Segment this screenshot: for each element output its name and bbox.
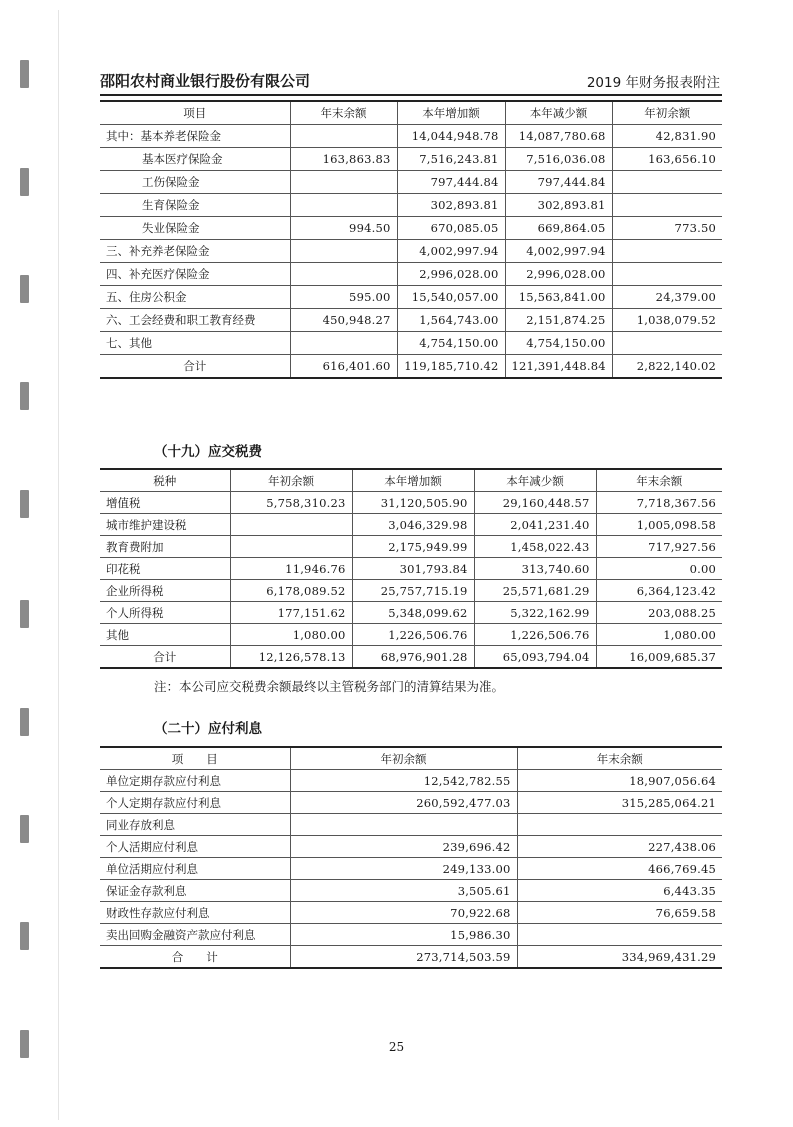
total-row (100, 646, 722, 669)
cell-value: 3,046,329.98 (352, 514, 474, 536)
cell-value: 466,769.45 (517, 858, 722, 880)
table-row (100, 924, 722, 946)
table-row (100, 514, 722, 536)
row-label: 工伤保险金 (100, 171, 290, 194)
row-label: 六、工会经费和职工教育经费 (100, 309, 290, 332)
row-label: 五、住房公积金 (100, 286, 290, 309)
cell-value: 31,120,505.90 (352, 492, 474, 514)
table-row (100, 263, 722, 286)
cell-value: 1,226,506.76 (474, 624, 596, 646)
total-value: 334,969,431.29 (517, 946, 722, 969)
table-row (100, 558, 722, 580)
row-label: 个人活期应付利息 (100, 836, 290, 858)
cell-value: 12,542,782.55 (290, 770, 517, 792)
column-header: 项目 (100, 101, 290, 125)
table-header (100, 469, 722, 492)
table-row (100, 792, 722, 814)
cell-value: 315,285,064.21 (517, 792, 722, 814)
total-value: 68,976,901.28 (352, 646, 474, 669)
cell-value (612, 171, 722, 194)
column-header: 税种 (100, 469, 230, 492)
table-row (100, 148, 722, 171)
row-label: 印花税 (100, 558, 230, 580)
cell-value: 25,757,715.19 (352, 580, 474, 602)
column-header: 本年增加额 (352, 469, 474, 492)
table-body (100, 492, 722, 669)
cell-value: 669,864.05 (505, 217, 612, 240)
table-row (100, 536, 722, 558)
table-row (100, 602, 722, 624)
cell-value: 260,592,477.03 (290, 792, 517, 814)
total-value: 616,401.60 (290, 355, 397, 379)
row-label: 个人定期存款应付利息 (100, 792, 290, 814)
table-row (100, 580, 722, 602)
total-value: 273,714,503.59 (290, 946, 517, 969)
table-header (100, 747, 722, 770)
row-label: 单位活期应付利息 (100, 858, 290, 880)
cell-value: 7,718,367.56 (596, 492, 722, 514)
cell-value: 1,038,079.52 (612, 309, 722, 332)
cell-value: 797,444.84 (505, 171, 612, 194)
section-title-taxes-payable: （十九）应交税费 (154, 444, 262, 460)
cell-value: 163,656.10 (612, 148, 722, 171)
cell-value: 0.00 (596, 558, 722, 580)
cell-value: 773.50 (612, 217, 722, 240)
binder-mark (20, 168, 29, 196)
row-label: 教育费附加 (100, 536, 230, 558)
page-edge-line (58, 10, 59, 1120)
report-title: 2019 年财务报表附注 (586, 75, 720, 91)
row-label: 财政性存款应付利息 (100, 902, 290, 924)
cell-value: 4,754,150.00 (397, 332, 505, 355)
table-row (100, 217, 722, 240)
cell-value: 227,438.06 (517, 836, 722, 858)
row-label: 四、补充医疗保险金 (100, 263, 290, 286)
table-row (100, 125, 722, 148)
table-row (100, 858, 722, 880)
cell-value: 76,659.58 (517, 902, 722, 924)
cell-value: 4,002,997.94 (505, 240, 612, 263)
cell-value (612, 240, 722, 263)
cell-value (290, 814, 517, 836)
cell-value: 6,178,089.52 (230, 580, 352, 602)
cell-value: 15,563,841.00 (505, 286, 612, 309)
cell-value (517, 814, 722, 836)
row-label: 三、补充养老保险金 (100, 240, 290, 263)
cell-value (290, 240, 397, 263)
binder-mark (20, 60, 29, 88)
column-header: 年初余额 (230, 469, 352, 492)
cell-value: 302,893.81 (397, 194, 505, 217)
table-row (100, 836, 722, 858)
binder-mark (20, 708, 29, 736)
cell-value: 302,893.81 (505, 194, 612, 217)
cell-value (612, 263, 722, 286)
cell-value (290, 171, 397, 194)
cell-value: 2,996,028.00 (505, 263, 612, 286)
interest-payable-table (100, 746, 722, 969)
binder-mark (20, 922, 29, 950)
cell-value: 6,443.35 (517, 880, 722, 902)
cell-value: 14,087,780.68 (505, 125, 612, 148)
column-header: 本年减少额 (505, 101, 612, 125)
table-row (100, 240, 722, 263)
row-label: 企业所得税 (100, 580, 230, 602)
table-row (100, 309, 722, 332)
total-label: 合计 (100, 646, 230, 669)
cell-value: 5,348,099.62 (352, 602, 474, 624)
row-label: 单位定期存款应付利息 (100, 770, 290, 792)
column-header: 本年增加额 (397, 101, 505, 125)
company-name: 邵阳农村商业银行股份有限公司 (100, 72, 311, 90)
header-row (100, 101, 722, 125)
column-header: 本年减少额 (474, 469, 596, 492)
table-row (100, 770, 722, 792)
table-row (100, 171, 722, 194)
cell-value (290, 332, 397, 355)
cell-value: 1,080.00 (596, 624, 722, 646)
cell-value: 2,996,028.00 (397, 263, 505, 286)
cell-value: 595.00 (290, 286, 397, 309)
row-label: 个人所得税 (100, 602, 230, 624)
header-row (100, 469, 722, 492)
table-row (100, 902, 722, 924)
row-label: 基本医疗保险金 (100, 148, 290, 171)
cell-value: 1,005,098.58 (596, 514, 722, 536)
cell-value: 5,322,162.99 (474, 602, 596, 624)
cell-value: 1,226,506.76 (352, 624, 474, 646)
binder-mark (20, 600, 29, 628)
page-header (100, 70, 720, 92)
cell-value: 301,793.84 (352, 558, 474, 580)
cell-value: 25,571,681.29 (474, 580, 596, 602)
cell-value: 4,002,997.94 (397, 240, 505, 263)
total-value: 121,391,448.84 (505, 355, 612, 379)
cell-value: 797,444.84 (397, 171, 505, 194)
column-header: 年初余额 (612, 101, 722, 125)
cell-value (290, 194, 397, 217)
cell-value (290, 125, 397, 148)
cell-value (612, 332, 722, 355)
cell-value (230, 536, 352, 558)
total-value: 65,093,794.04 (474, 646, 596, 669)
cell-value: 2,151,874.25 (505, 309, 612, 332)
cell-value (290, 263, 397, 286)
header-rule (100, 94, 722, 96)
row-label: 同业存放利息 (100, 814, 290, 836)
row-label: 七、其他 (100, 332, 290, 355)
cell-value: 15,540,057.00 (397, 286, 505, 309)
cell-value: 450,948.27 (290, 309, 397, 332)
row-label: 卖出回购金融资产款应付利息 (100, 924, 290, 946)
total-value: 16,009,685.37 (596, 646, 722, 669)
row-label: 城市维护建设税 (100, 514, 230, 536)
cell-value: 11,946.76 (230, 558, 352, 580)
taxes-payable-table (100, 468, 722, 669)
total-row (100, 355, 722, 379)
binder-mark (20, 490, 29, 518)
cell-value: 5,758,310.23 (230, 492, 352, 514)
cell-value: 1,458,022.43 (474, 536, 596, 558)
cell-value: 42,831.90 (612, 125, 722, 148)
total-label: 合计 (100, 355, 290, 379)
cell-value: 29,160,448.57 (474, 492, 596, 514)
table-row (100, 624, 722, 646)
row-label: 失业保险金 (100, 217, 290, 240)
cell-value: 24,379.00 (612, 286, 722, 309)
binder-mark (20, 275, 29, 303)
table-row (100, 814, 722, 836)
cell-value: 1,564,743.00 (397, 309, 505, 332)
table-row (100, 880, 722, 902)
cell-value (230, 514, 352, 536)
cell-value: 70,922.68 (290, 902, 517, 924)
table-body (100, 125, 722, 379)
total-value: 2,822,140.02 (612, 355, 722, 379)
page-number: 25 (388, 1040, 405, 1054)
cell-value: 163,863.83 (290, 148, 397, 171)
total-label: 合 计 (100, 946, 290, 969)
row-label: 其中：基本养老保险金 (100, 125, 290, 148)
table-row (100, 332, 722, 355)
cell-value: 6,364,123.42 (596, 580, 722, 602)
cell-value: 2,175,949.99 (352, 536, 474, 558)
cell-value: 3,505.61 (290, 880, 517, 902)
column-header: 年末余额 (596, 469, 722, 492)
cell-value: 7,516,243.81 (397, 148, 505, 171)
cell-value: 2,041,231.40 (474, 514, 596, 536)
column-header: 年末余额 (517, 747, 722, 770)
cell-value: 203,088.25 (596, 602, 722, 624)
cell-value: 994.50 (290, 217, 397, 240)
row-label: 保证金存款利息 (100, 880, 290, 902)
employee-benefits-table (100, 100, 722, 379)
total-value: 12,126,578.13 (230, 646, 352, 669)
column-header: 年末余额 (290, 101, 397, 125)
cell-value: 670,085.05 (397, 217, 505, 240)
cell-value (612, 194, 722, 217)
row-label: 其他 (100, 624, 230, 646)
table-header (100, 101, 722, 125)
tax-note: 注：本公司应交税费余额最终以主管税务部门的清算结果为准。 (154, 679, 505, 694)
cell-value: 14,044,948.78 (397, 125, 505, 148)
table-body (100, 770, 722, 969)
cell-value: 18,907,056.64 (517, 770, 722, 792)
cell-value: 1,080.00 (230, 624, 352, 646)
section-title-interest-payable: （二十）应付利息 (154, 721, 262, 737)
binder-mark (20, 382, 29, 410)
binder-mark (20, 815, 29, 843)
total-value: 119,185,710.42 (397, 355, 505, 379)
header-row (100, 747, 722, 770)
total-row (100, 946, 722, 969)
cell-value: 717,927.56 (596, 536, 722, 558)
column-header: 项 目 (100, 747, 290, 770)
table-row (100, 194, 722, 217)
cell-value (517, 924, 722, 946)
cell-value: 7,516,036.08 (505, 148, 612, 171)
cell-value: 177,151.62 (230, 602, 352, 624)
table-row (100, 286, 722, 309)
cell-value: 15,986.30 (290, 924, 517, 946)
cell-value: 313,740.60 (474, 558, 596, 580)
table-row (100, 492, 722, 514)
cell-value: 239,696.42 (290, 836, 517, 858)
column-header: 年初余额 (290, 747, 517, 770)
row-label: 增值税 (100, 492, 230, 514)
cell-value: 4,754,150.00 (505, 332, 612, 355)
row-label: 生育保险金 (100, 194, 290, 217)
cell-value: 249,133.00 (290, 858, 517, 880)
